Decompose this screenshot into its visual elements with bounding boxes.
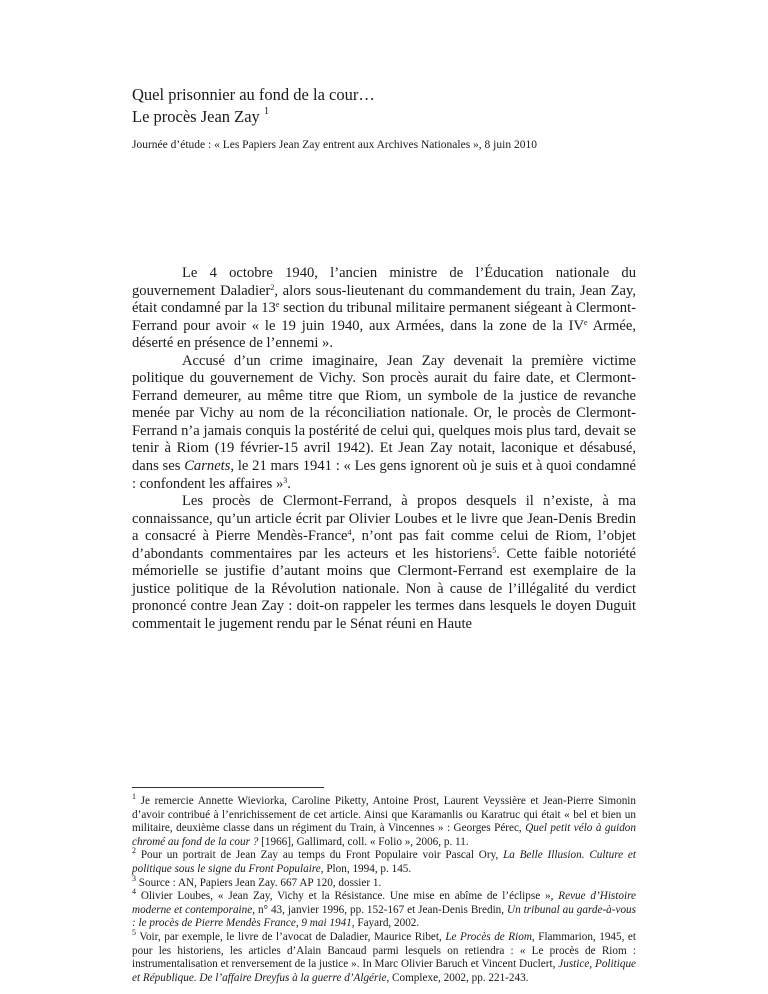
paragraph-3-text-b: , n’ont pas fait comme celui de Riom, l’objet d’abondants commentaires par les acteurs et les historiens — [132, 528, 636, 562]
footnote-ref-1[interactable]: 1 — [263, 106, 269, 117]
footnote-text: Olivier Loubes, « Jean Zay, Vichy et la Résistance. Une mise en abîme de l’éclipse », — [136, 890, 559, 903]
footnote-text: [1966], Gallimard, coll. « Folio », 2006, p. 11. — [258, 835, 469, 848]
paragraph-1-text-a: Le 4 octobre 1940, l’ancien ministre de l’Éducation nationale du gouvernement Daladier — [132, 265, 636, 299]
footnote-text: , Fayard, 2002. — [351, 917, 420, 930]
footnote-text: Je remercie Annette Wieviorka, Caroline Piketty, Antoine Prost, Laurent Veyssière et Jean-Pierre Simonin d’avoir contribué à l’enrichissement de cet article. Ainsi que Karamanlis ou Karatruc qui était « bel et bien un militaire, deuxième classe dans un régiment du Train, à Vincennes » : Georges Pérec, — [132, 795, 636, 835]
footnote-number: 4 — [132, 887, 136, 897]
paragraph-2-italic: Carnets — [184, 458, 231, 475]
footnote-ref-5[interactable]: 5 — [492, 545, 497, 555]
footnote-italic: Quel petit vélo à guidon chromé au fond de la cour ? — [132, 822, 636, 848]
paragraph-1-text-c: section du tribunal militaire permanent siégeant à Clermont-Ferrand pour avoir « le 19 juin 1940, aux Armées, dans la zone de la IV — [132, 300, 636, 334]
footnote-2 — [132, 846, 636, 876]
ordinal-superscript: e — [275, 300, 280, 310]
paragraph-3-text-a: Les procès de Clermont-Ferrand, à propos desquels il n’existe, à ma connaissance, qu’un article écrit par Olivier Loubes et le livre que Jean-Denis Bredin a consacré à Pierre Mendès-France — [132, 493, 636, 545]
footnote-italic: Un tribunal au garde-à-vous : le procès de Pierre Mendès France, 9 mai 1941 — [132, 903, 636, 930]
paragraph-1-text-d: Armée, déserté en présence de l’ennemi ». — [132, 317, 636, 352]
footnote-text: Source : AN, Papiers Jean Zay. 667 AP 120, dossier 1. — [136, 876, 382, 889]
paragraph-2-text-b: , le 21 mars 1941 : « Les gens ignorent où je suis et à quoi condamné : confondent les affaires » — [132, 458, 636, 492]
footnote-text: , Flammarion, 1945, et pour les historiens, les articles d’Alain Bancaud parmi lesquels on retiendra : « Le procès de Riom : instrumentalisation et renversement de la justice ». In Marc Olivier Baruch et Vincent Duclert, — [132, 930, 636, 971]
paragraph-1-text-b: , alors sous-lieutenant du commandement du train, Jean Zay, était condamné par la 13 — [132, 282, 636, 317]
footnote-4 — [132, 887, 636, 931]
footnotes — [132, 792, 636, 985]
footnote-ref-4[interactable]: 4 — [347, 528, 352, 538]
footnote-italic: Justice, Politique et République. De l’affaire Dreyfus à la guerre d’Algérie — [132, 958, 636, 984]
paragraph-3 — [132, 493, 636, 633]
ordinal-superscript: e — [584, 317, 588, 327]
body-text — [132, 265, 636, 633]
title-line-2 — [132, 106, 692, 128]
footnote-text: Voir, par exemple, le livre de l’avocat de Daladier, Maurice Ribet, — [136, 930, 446, 943]
paragraph-1 — [132, 265, 636, 353]
title-line-1: Quel prisonnier au fond de la cour… — [132, 85, 375, 104]
footnote-number: 5 — [132, 927, 136, 937]
footnote-italic: Revue d’Histoire moderne et contemporaine — [132, 890, 636, 916]
footnote-5 — [132, 927, 636, 985]
footnote-italic: La Belle Illusion. Culture et politique sous le signe du Front Populaire — [132, 849, 636, 875]
title-line-2-text: Le procès Jean Zay — [132, 107, 260, 126]
footnote-1 — [132, 792, 636, 849]
footnote-text: , n° 43, janvier 1996, pp. 152-167 et Jean-Denis Bredin, — [252, 903, 508, 916]
footnote-italic: Le Procès de Riom — [445, 930, 532, 943]
document-subtitle: Journée d’étude : « Les Papiers Jean Zay entrent aux Archives Nationales », 8 juin 2010 — [132, 139, 537, 151]
paragraph-3-text-c: . Cette faible notoriété mémorielle se justifie d’autant moins que Clermont-Ferrand est exemplaire de la justice politique de la Révolution nationale. Non à cause de l’illégalité du verdict prononcé contre Jean Zay : doit-on rappeler les termes dans lesquels le doyen Duguit commentait le jugement rendu par le Sénat réuni en Haute — [132, 545, 637, 632]
footnote-ref-2[interactable]: 2 — [270, 282, 275, 292]
footnote-ref-3[interactable]: 3 — [283, 475, 288, 485]
footnote-separator — [132, 787, 324, 788]
footnote-text: , Plon, 1994, p. 145. — [320, 862, 412, 875]
footnote-3 — [132, 873, 636, 891]
footnote-number: 2 — [132, 846, 136, 856]
footnote-number: 3 — [132, 873, 136, 883]
footnote-number: 1 — [132, 792, 136, 801]
paragraph-2 — [132, 353, 636, 493]
footnote-text: , Complexe, 2002, pp. 221-243. — [386, 971, 529, 984]
document-title — [132, 84, 692, 128]
paragraph-2-text-a: Accusé d’un crime imaginaire, Jean Zay devenait la première victime politique du gouvernement de Vichy. Son procès aurait du faire date, et Clermont-Ferrand demeurer, au même titre que Riom, un symbole de la justice de revanche menée par Vichy au nom de la réconciliation nationale. Or, le procès de Clermont-Ferrand n’a jamais conquis la postérité de celui qui, quelques mois plus tard, devait se tenir à Riom (19 février-15 avril 1942). Et Jean Zay notait, laconique et désabusé, dans ses — [132, 352, 636, 475]
footnote-text: Pour un portrait de Jean Zay au temps du Front Populaire voir Pascal Ory, — [136, 849, 504, 862]
paragraph-2-text-c: . — [287, 475, 291, 492]
